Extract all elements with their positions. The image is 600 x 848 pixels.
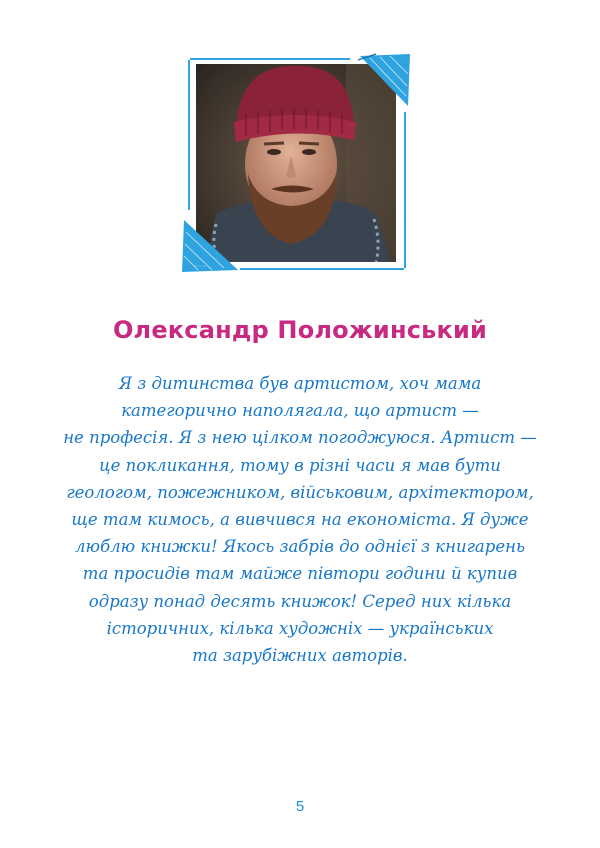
svg-text:~ ~ ~: ~ ~ ~	[194, 264, 206, 270]
quote-line: історичних, кілька художніх — українських	[106, 618, 494, 638]
quote-line: категорично наполягала, що артист —	[121, 401, 479, 421]
corner-triangle-bottom-left-icon	[180, 216, 242, 274]
author-photo-frame	[180, 52, 412, 274]
quote-line: одразу понад десять книжок! Серед них кілька	[88, 591, 512, 611]
author-name: Олександр Положинський	[112, 316, 488, 344]
frame-line-bottom	[240, 268, 404, 270]
frame-line-left	[188, 60, 190, 210]
corner-triangle-top-right-icon	[356, 52, 412, 108]
page-number: 5	[295, 798, 305, 815]
frame-line-top	[190, 58, 350, 60]
frame-line-right	[404, 112, 406, 268]
quote-line: та просидів там майже півтори години й купив	[82, 564, 518, 584]
quote-line: ще там кимось, а вивчився на економіста. Я дуже	[71, 510, 529, 530]
author-quote	[60, 370, 540, 669]
quote-line: та зарубіжних авторів.	[192, 646, 408, 666]
quote-line: люблю книжки! Якось забрів до однієї з книгарень	[75, 537, 525, 557]
quote-line: це покликання, тому в різні часи я мав бути	[99, 455, 501, 475]
quote-line: геологом, пожежником, військовим, архітектором,	[66, 482, 534, 502]
quote-line: Я з дитинства був артистом, хоч мама	[118, 374, 482, 393]
quote-line: не професія. Я з нею цілком погоджуюся. Артист —	[63, 428, 537, 448]
